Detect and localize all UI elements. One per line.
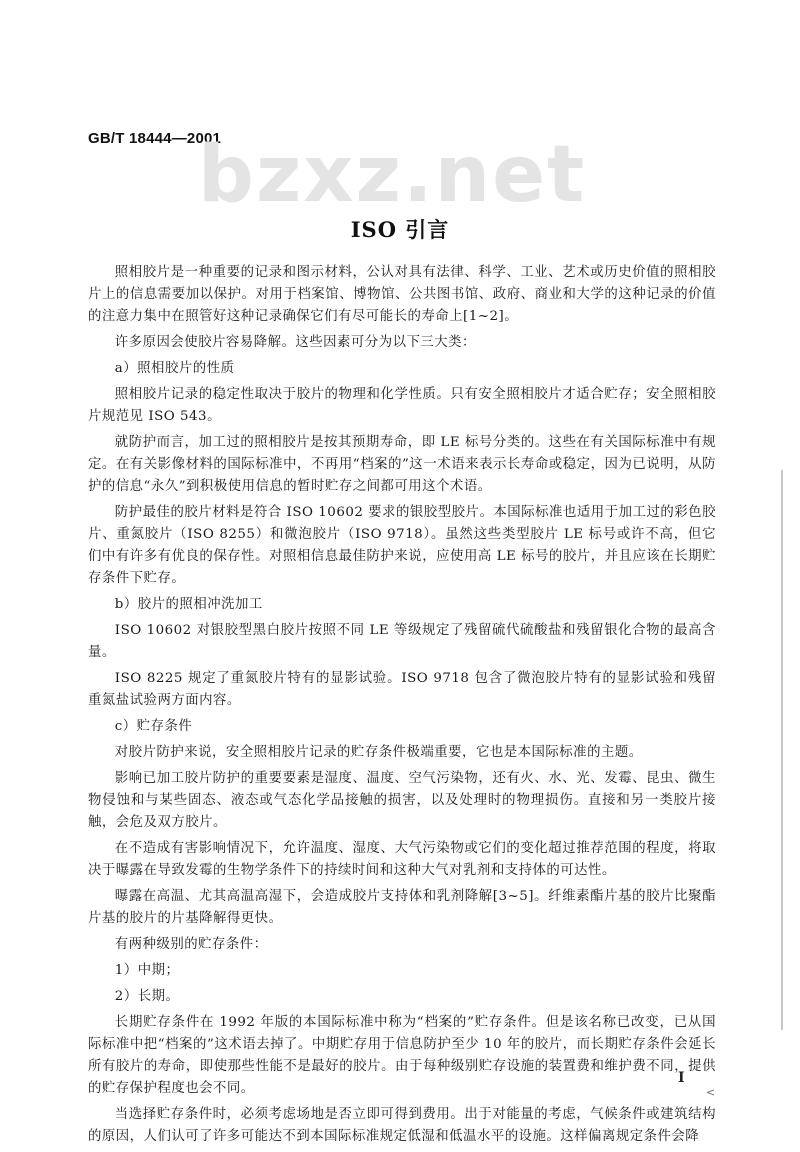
paragraph: 长期贮存条件在 1992 年版的本国际标准中称为“档案的”贮存条件。但是该名称已改变，已从国际标准中把“档案的”这术语去掉了。中期贮存用于信息防护至少 10 年的胶片，而长期贮存条件会延长所有胶片的寿命，即使那些性能不是最好的胶片。由于每种级别贮存设施的装置费和维护费不同，提供的贮存保护程度也会不同。 (88, 1015, 716, 1096)
paragraph: 防护最佳的胶片材料是符合 ISO 10602 要求的银胶型胶片。本国际标准也适用于加工过的彩色胶片、重氮胶片（ISO 8255）和微泡胶片（ISO 9718）。虽然这些类型胶片 LE 标号或许不高，但它们中有许多有优良的保存性。对照相信息最佳防护来说，应使用高 LE 标号的胶片，并且应该在长期贮存条件下贮存。 (88, 505, 716, 586)
page-number: Ⅰ (678, 1070, 685, 1086)
paragraph: 影响已加工胶片防护的重要要素是湿度、温度、空气污染物，还有火、水、光、发霉、昆虫、微生物侵蚀和与某些固态、液态或气态化学品接触的损害，以及处理时的物理损伤。直接和另一类胶片接触，会危及双方胶片。 (88, 771, 716, 830)
corner-mark: < (706, 1086, 716, 1099)
list-item: c）贮存条件 (114, 719, 193, 734)
paragraph: ISO 8225 规定了重氮胶片特有的显影试验。ISO 9718 包含了微泡胶片特有的显影试验和残留重氮盐试验两方面内容。 (88, 671, 716, 708)
scan-edge-line (781, 470, 783, 1030)
paragraph: 就防护而言，加工过的照相胶片是按其预期寿命，即 LE 标号分类的。这些在有关国际标准中有规定。在有关影像材料的国际标准中，不再用“档案的”这一术语来表示长寿命或稳定，因为已说明，从防护的信息“永久”到积极使用信息的暂时贮存之间都可用这个术语。 (88, 435, 716, 494)
paragraph: 对胶片防护来说，安全照相胶片记录的贮存条件极端重要，它也是本国际标准的主题。 (114, 745, 643, 760)
standard-code: GB/T 18444—2001 (88, 130, 222, 147)
list-item: 1）中期； (114, 963, 180, 978)
watermark: bzxz.net (198, 130, 587, 220)
list-item: 2）长期。 (114, 989, 180, 1004)
paragraph: 有两种级别的贮存条件： (114, 937, 268, 952)
paragraph: 当选择贮存条件时，必须考虑场地是否立即可得到费用。出于对能量的考虑，气候条件或建筑结构的原因，人们认可了许多可能达不到本国际标准规定低湿和低温水平的设施。这样偏离规定条件会降 (88, 1107, 716, 1144)
page-title: ISO 引言 (350, 217, 450, 242)
paragraph: 在不造成有害影响情况下，允许温度、湿度、大气污染物或它们的变化超过推荐范围的程度，将取决于曝露在导致发霉的生物学条件下的持续时间和这种大气对乳剂和支持体的可达性。 (88, 841, 716, 878)
paragraph: 曝露在高温、尤其高温高湿下，会造成胶片支持体和乳剂降解[3~5]。纤维素酯片基的胶片比聚酯片基的胶片的片基降解得更快。 (88, 889, 716, 926)
paragraph: 许多原因会使胶片容易降解。这些因素可分为以下三大类： (114, 335, 476, 350)
body-text (88, 262, 716, 1152)
list-item: b）胶片的照相冲洗加工 (114, 597, 263, 612)
list-item: a）照相胶片的性质 (114, 361, 235, 376)
paragraph: 照相胶片是一种重要的记录和图示材料，公认对具有法律、科学、工业、艺术或历史价值的照相胶片上的信息需要加以保护。对用于档案馆、博物馆、公共图书馆、政府、商业和大学的这种记录的价值的注意力集中在照管好这种记录确保它们有尽可能长的寿命上[1~2]。 (88, 265, 716, 324)
paragraph: 照相胶片记录的稳定性取决于胶片的物理和化学性质。只有安全照相胶片才适合贮存；安全照相胶片规范见 ISO 543。 (88, 387, 716, 424)
paragraph: ISO 10602 对银胶型黑白胶片按照不同 LE 等级规定了残留硫代硫酸盐和残留银化合物的最高含量。 (88, 623, 716, 660)
